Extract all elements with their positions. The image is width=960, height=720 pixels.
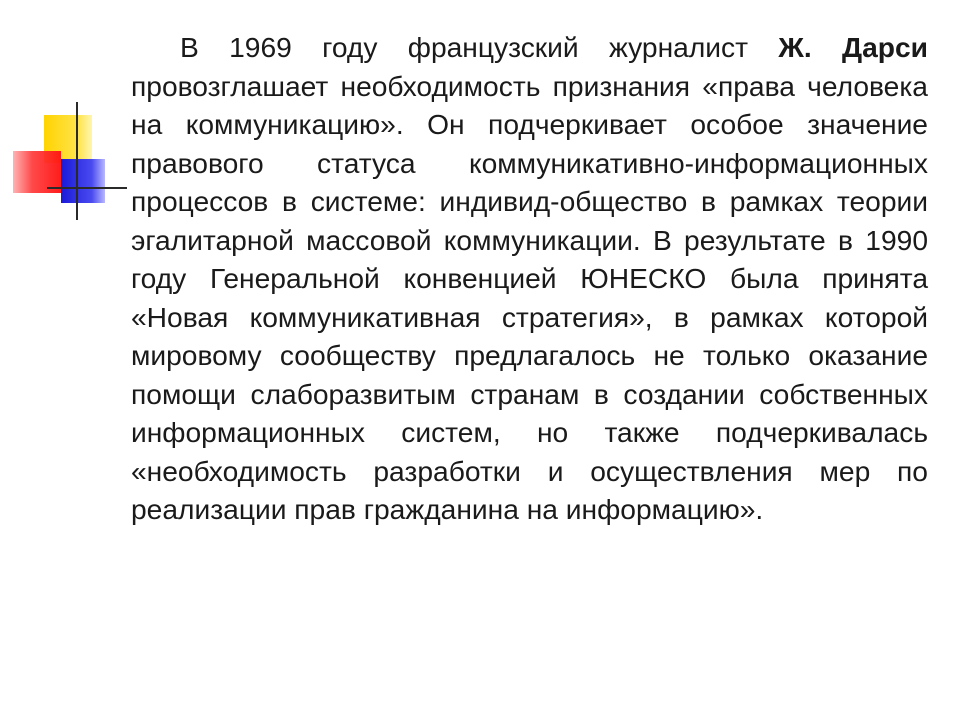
horizontal-line (47, 187, 127, 189)
blue-square-icon (61, 159, 105, 203)
decorative-squares-logo (0, 0, 140, 220)
body-paragraph (131, 28, 928, 529)
author-name: Ж. Дарси (778, 31, 928, 63)
main-text: провозглашает необходимость признания «права человека на коммуникацию». Он подчеркивает особое значение правового статуса коммуникативно-информационных процессов в системе: индивид-общество в рамках теории эгалитарной массовой коммуникации. В результате в 1990 году Генеральной конвенцией ЮНЕСКО была принята «Новая коммуникативная стратегия», в рамках которой мировому сообществу предлагалось не только оказание помощи слаборазвитым странам в создании собственных информационных систем, но также подчеркивалась «необходимость разработки и осуществления мер по реализации прав гражданина на информацию». (131, 69, 928, 525)
intro-text: В 1969 году французский журналист (180, 31, 749, 63)
vertical-line (76, 102, 78, 220)
